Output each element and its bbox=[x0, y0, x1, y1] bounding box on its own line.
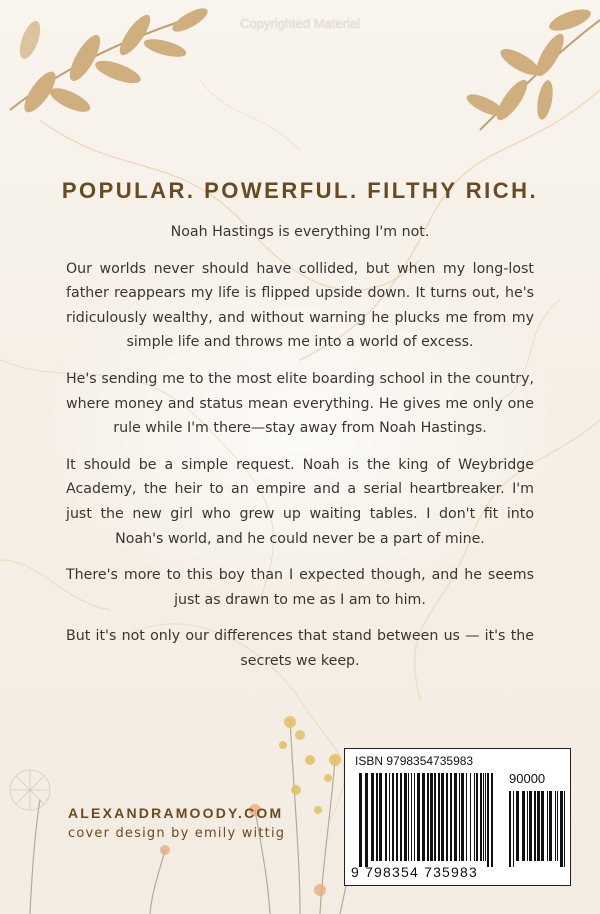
barcode-bar bbox=[485, 773, 486, 861]
barcode-bar bbox=[480, 773, 482, 861]
barcode-bar bbox=[483, 773, 484, 861]
barcode-bar bbox=[476, 773, 478, 861]
isbn-digits: 9 798354 735983 bbox=[351, 864, 478, 880]
tagline-headline: POPULAR. POWERFUL. FILTHY RICH. bbox=[61, 178, 539, 203]
barcode-bar bbox=[371, 773, 374, 861]
barcode-bar bbox=[509, 791, 511, 867]
barcode-bar bbox=[441, 773, 444, 861]
barcode-bar bbox=[446, 773, 448, 861]
barcode-bar bbox=[408, 773, 409, 861]
barcode-bar bbox=[359, 773, 362, 867]
barcode-bar bbox=[516, 791, 519, 861]
barcode-bar bbox=[491, 773, 493, 867]
barcode-bar bbox=[379, 773, 382, 861]
barcode-bar bbox=[459, 773, 460, 861]
barcode-bar bbox=[560, 791, 563, 867]
barcode-bar bbox=[430, 773, 433, 861]
barcode-bar bbox=[547, 791, 548, 861]
barcode-bar bbox=[414, 773, 415, 861]
barcode-bar bbox=[385, 773, 387, 861]
blurb-paragraph-3: He's sending me to the most elite boarding school in the country, where money and status mean everything. He gives me only one rule while I'm there—stay away from Noah Hastings. bbox=[66, 370, 534, 437]
price-code: 90000 bbox=[509, 771, 546, 786]
barcode-bar bbox=[549, 791, 552, 861]
barcode-bar bbox=[564, 791, 565, 867]
cover-design-credit: cover design by emily wittig bbox=[68, 826, 286, 841]
copyright-watermark: Copyrighted Material bbox=[240, 16, 360, 31]
barcode-bar bbox=[365, 773, 368, 867]
barcode-bar bbox=[417, 773, 420, 861]
barcode-bar bbox=[427, 773, 429, 861]
isbn-barcode bbox=[344, 748, 571, 886]
author-website: ALEXANDRAMOODY.COM bbox=[68, 805, 284, 821]
barcode-bar bbox=[434, 773, 436, 861]
barcode-bar bbox=[513, 791, 514, 867]
barcode-bar bbox=[529, 791, 532, 861]
barcode-bar bbox=[450, 773, 452, 861]
isbn-label: ISBN 9798354735983 bbox=[355, 754, 474, 768]
barcode-bar bbox=[438, 773, 440, 861]
barcode-bar bbox=[404, 773, 407, 861]
barcode-bar bbox=[422, 773, 425, 861]
blurb-paragraph-4: It should be a simple request. Noah is the king of Weybridge Academy, the heir to an empire and a serial heartbreaker. I'm just the new girl who grew up waiting tables. I don't fit into Noah's world, and he could never be a part of mine. bbox=[66, 456, 534, 547]
barcode-bar bbox=[396, 773, 398, 861]
barcode-bar bbox=[411, 773, 412, 861]
blurb-paragraph-6: But it's not only our differences that stand between us — it's the secrets we keep. bbox=[66, 628, 534, 669]
blurb-paragraph-5: There's more to this boy than I expected though, and he seems just as drawn to me as I am to him. bbox=[66, 567, 534, 608]
barcode-bar bbox=[527, 791, 528, 861]
barcode-bar bbox=[487, 773, 489, 867]
barcode-bar bbox=[454, 773, 457, 861]
blurb-text bbox=[66, 220, 534, 686]
barcode-bar bbox=[534, 791, 536, 861]
barcode-bar bbox=[389, 773, 390, 861]
barcode-bar bbox=[400, 773, 402, 861]
barcode-bar bbox=[474, 773, 475, 861]
barcode-bar bbox=[541, 791, 544, 861]
barcode-bar bbox=[537, 791, 540, 861]
blurb-paragraph-2: Our worlds never should have collided, but when my long-lost father reappears my life is flipped upside down. It turns out, he's ridiculously wealthy, and without warning he plucks me from my simple life and throws me into a world of excess. bbox=[66, 260, 534, 351]
barcode-bar bbox=[522, 791, 525, 861]
blurb-paragraph-1: Noah Hastings is everything I'm not. bbox=[170, 224, 430, 240]
barcode-bar bbox=[466, 773, 467, 861]
barcode-bar bbox=[470, 773, 471, 861]
barcode-bar bbox=[461, 773, 464, 861]
barcode-bar bbox=[392, 773, 394, 861]
barcode-bar bbox=[557, 791, 558, 861]
barcode-bar bbox=[376, 773, 378, 861]
barcode-bar bbox=[555, 791, 556, 861]
